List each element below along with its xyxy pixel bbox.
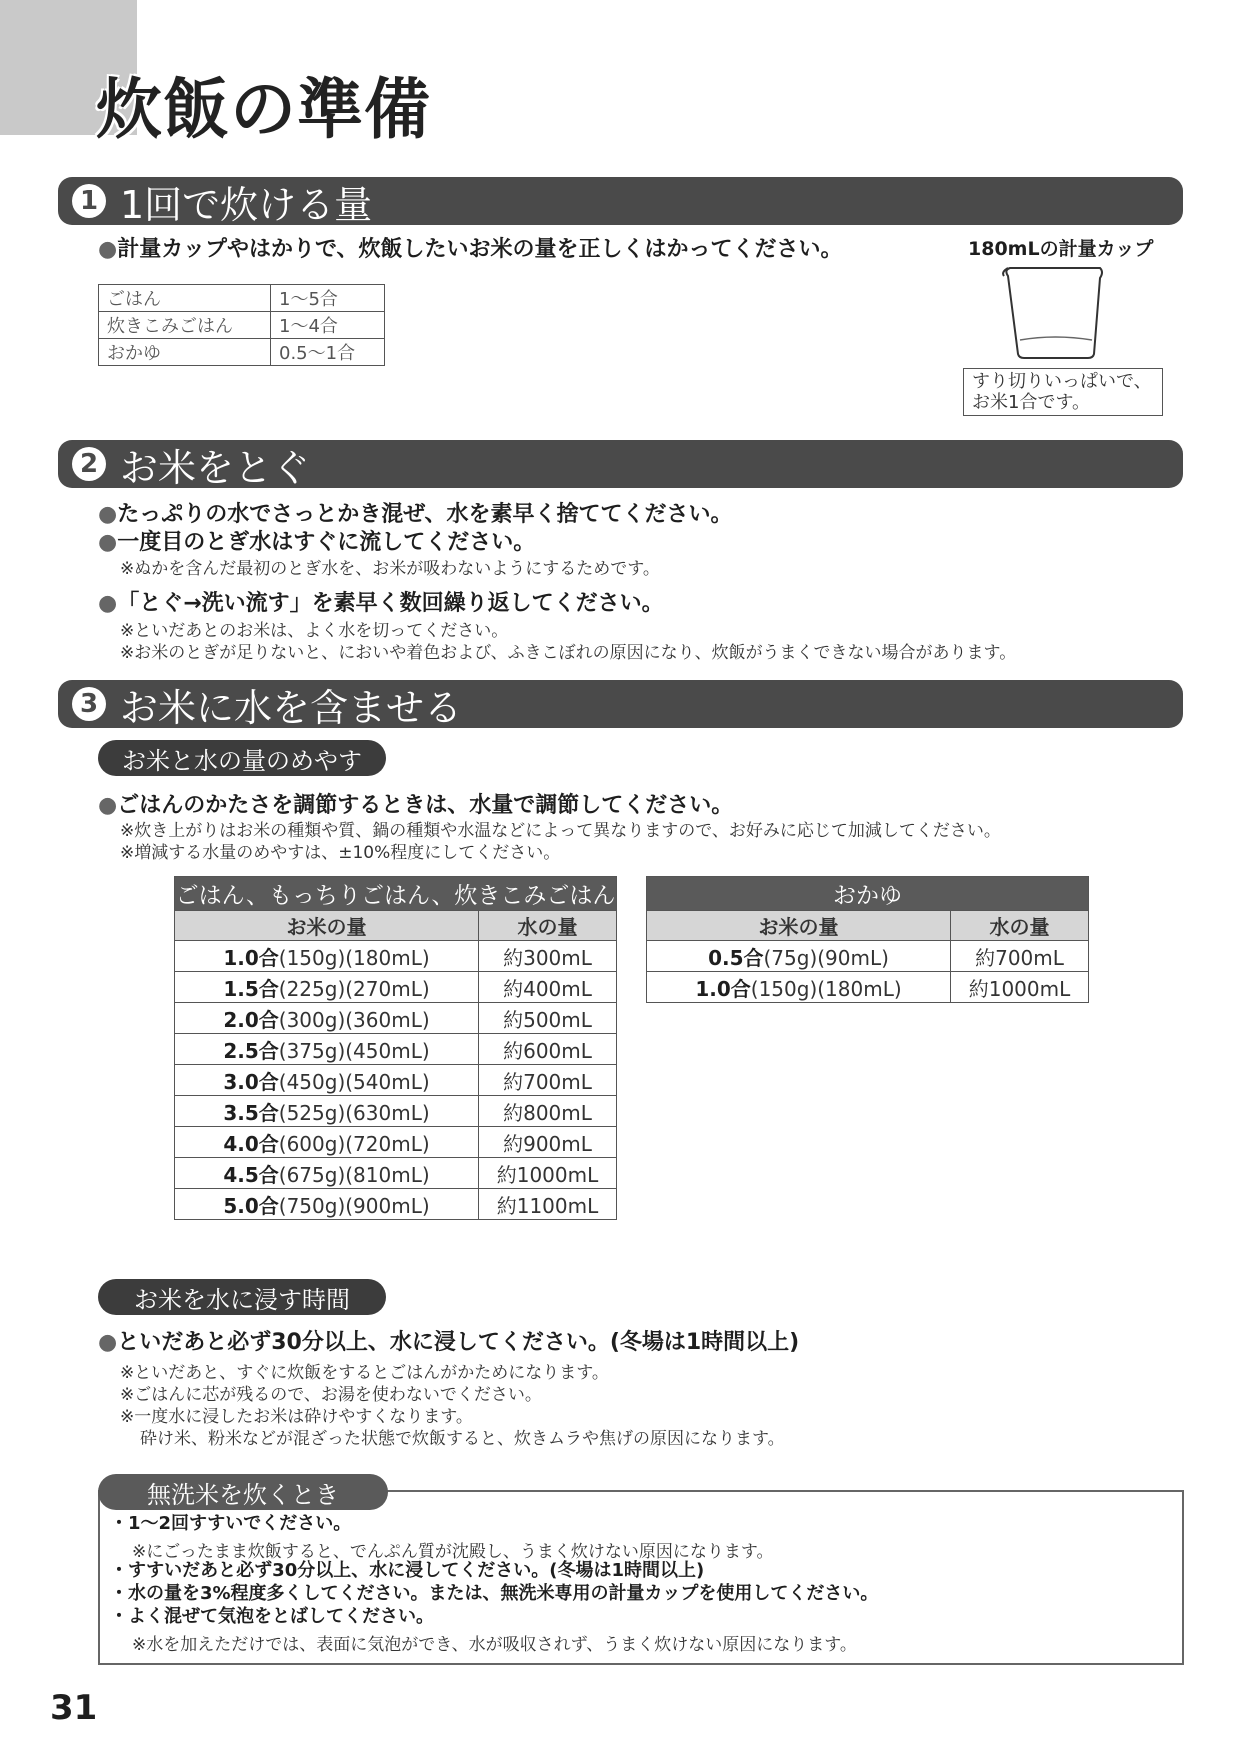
note-variation: ※炊き上がりはお米の種類や質、鍋の種類や水温などによって異なりますので、お好みに応じて加減してください。 xyxy=(120,821,1001,841)
subsection-soak-time: お米を水に浸す時間 xyxy=(98,1279,386,1315)
subsection-water-guide: お米と水の量のめやす xyxy=(98,740,386,776)
table-cell: 1〜5合 xyxy=(271,285,385,312)
table-row xyxy=(99,312,385,339)
measuring-cup-note xyxy=(963,368,1163,416)
section-number-3: 3 xyxy=(72,687,106,721)
cup-note-line: すり切りいっぱいで、 xyxy=(972,371,1152,392)
note-hard: ※といだあと、すぐに炊飯をするとごはんがかためになります。 xyxy=(120,1363,609,1383)
table-cell: ごはん xyxy=(99,285,271,312)
bullet-adjust: ●ごはんのかたさを調節するときは、水量で調節してください。 xyxy=(98,793,734,818)
column-header: お米の量 xyxy=(175,911,479,941)
note-hot-water: ※ごはんに芯が残るので、お湯を使わないでください。 xyxy=(120,1385,542,1405)
water-table-rice xyxy=(174,876,617,1220)
table-row: 4.0合(600g)(720mL) 約900mL xyxy=(175,1127,617,1158)
section-number-1: 1 xyxy=(72,184,106,218)
table-cell: 0.5〜1合 xyxy=(271,339,385,366)
section-title-2: お米をとぐ xyxy=(120,445,311,490)
table-row: 1.0合(150g)(180mL) 約300mL xyxy=(175,941,617,972)
capacity-table xyxy=(98,284,385,366)
musenmai-item: ・よく混ぜて気泡をとばしてください。 xyxy=(110,1606,434,1627)
table-row: 3.5合(525g)(630mL) 約800mL xyxy=(175,1096,617,1127)
table-caption: おかゆ xyxy=(647,877,1089,911)
section-header-1 xyxy=(58,177,1183,225)
table-caption: ごはん、もっちりごはん、炊きこみごはん xyxy=(175,877,617,911)
water-table-porridge xyxy=(646,876,1089,1003)
musenmai-item: ・すすいだあと必ず30分以上、水に浸してください。(冬場は1時間以上) xyxy=(110,1560,705,1581)
column-header: 水の量 xyxy=(951,911,1089,941)
note-brittle: ※一度水に浸したお米は砕けやすくなります。 xyxy=(120,1407,473,1427)
bullet-repeat: ●「とぐ→洗い流す」を素早く数回繰り返してください。 xyxy=(98,591,664,616)
measuring-cup-icon xyxy=(1000,262,1110,362)
cup-note-line: お米1合です。 xyxy=(972,392,1091,413)
section-title-1: 1回で炊ける量 xyxy=(120,182,373,227)
section-title-3: お米に水を含ませる xyxy=(120,685,463,730)
table-row xyxy=(99,339,385,366)
note-broken-rice: 砕け米、粉米などが混ざった状態で炊飯すると、炊きムラや焦げの原因になります。 xyxy=(140,1429,785,1449)
note-insufficient: ※お米のとぎが足りないと、においや着色および、ふきこぼれの原因になり、炊飯がうまくできない場合があります。 xyxy=(120,643,1017,663)
bullet-rinse: ●たっぷりの水でさっとかき混ぜ、水を素早く捨ててください。 xyxy=(98,502,733,527)
table-row: 1.0合(150g)(180mL) 約1000mL xyxy=(647,972,1089,1003)
musenmai-item: ・1〜2回すすいでください。 xyxy=(110,1513,352,1534)
table-row: 3.0合(450g)(540mL) 約700mL xyxy=(175,1065,617,1096)
table-row: 2.5合(375g)(450mL) 約600mL xyxy=(175,1034,617,1065)
table-row: 1.5合(225g)(270mL) 約400mL xyxy=(175,972,617,1003)
table-row: 4.5合(675g)(810mL) 約1000mL xyxy=(175,1158,617,1189)
table-row: 0.5合(75g)(90mL) 約700mL xyxy=(647,941,1089,972)
musenmai-note: ※にごったまま炊飯すると、でんぷん質が沈殿し、うまく炊けない原因になります。 xyxy=(132,1542,774,1562)
musenmai-item: ・水の量を3%程度多くしてください。または、無洗米専用の計量カップを使用してください。 xyxy=(110,1583,879,1604)
musenmai-note: ※水を加えただけでは、表面に気泡ができ、水が吸収されず、うまく炊けない原因になります。 xyxy=(132,1635,857,1655)
note-drain: ※といだあとのお米は、よく水を切ってください。 xyxy=(120,621,509,641)
table-row xyxy=(99,285,385,312)
bullet-first-water: ●一度目のとぎ水はすぐに流してください。 xyxy=(98,530,536,555)
table-cell: 1〜4合 xyxy=(271,312,385,339)
note-bran: ※ぬかを含んだ最初のとぎ水を、お米が吸わないようにするためです。 xyxy=(120,559,660,579)
table-cell: 炊きこみごはん xyxy=(99,312,271,339)
measuring-cup-label: 180mLの計量カップ xyxy=(968,238,1154,260)
section-header-2 xyxy=(58,440,1183,488)
table-row: 2.0合(300g)(360mL) 約500mL xyxy=(175,1003,617,1034)
column-header: お米の量 xyxy=(647,911,951,941)
section-number-2: 2 xyxy=(72,447,106,481)
note-ten-percent: ※増減する水量のめやすは、±10%程度にしてください。 xyxy=(120,843,561,863)
page-number: 31 xyxy=(50,1688,98,1728)
bullet-soak: ●といだあと必ず30分以上、水に浸してください。(冬場は1時間以上) xyxy=(98,1330,800,1355)
table-cell: おかゆ xyxy=(99,339,271,366)
musenmai-title: 無洗米を炊くとき xyxy=(98,1474,388,1510)
table-row: 5.0合(750g)(900mL) 約1100mL xyxy=(175,1189,617,1220)
column-header: 水の量 xyxy=(479,911,617,941)
bullet-measure: ●計量カップやはかりで、炊飯したいお米の量を正しくはかってください。 xyxy=(98,237,843,262)
page-title: 炊飯の準備 xyxy=(96,71,431,148)
section-header-3 xyxy=(58,680,1183,728)
